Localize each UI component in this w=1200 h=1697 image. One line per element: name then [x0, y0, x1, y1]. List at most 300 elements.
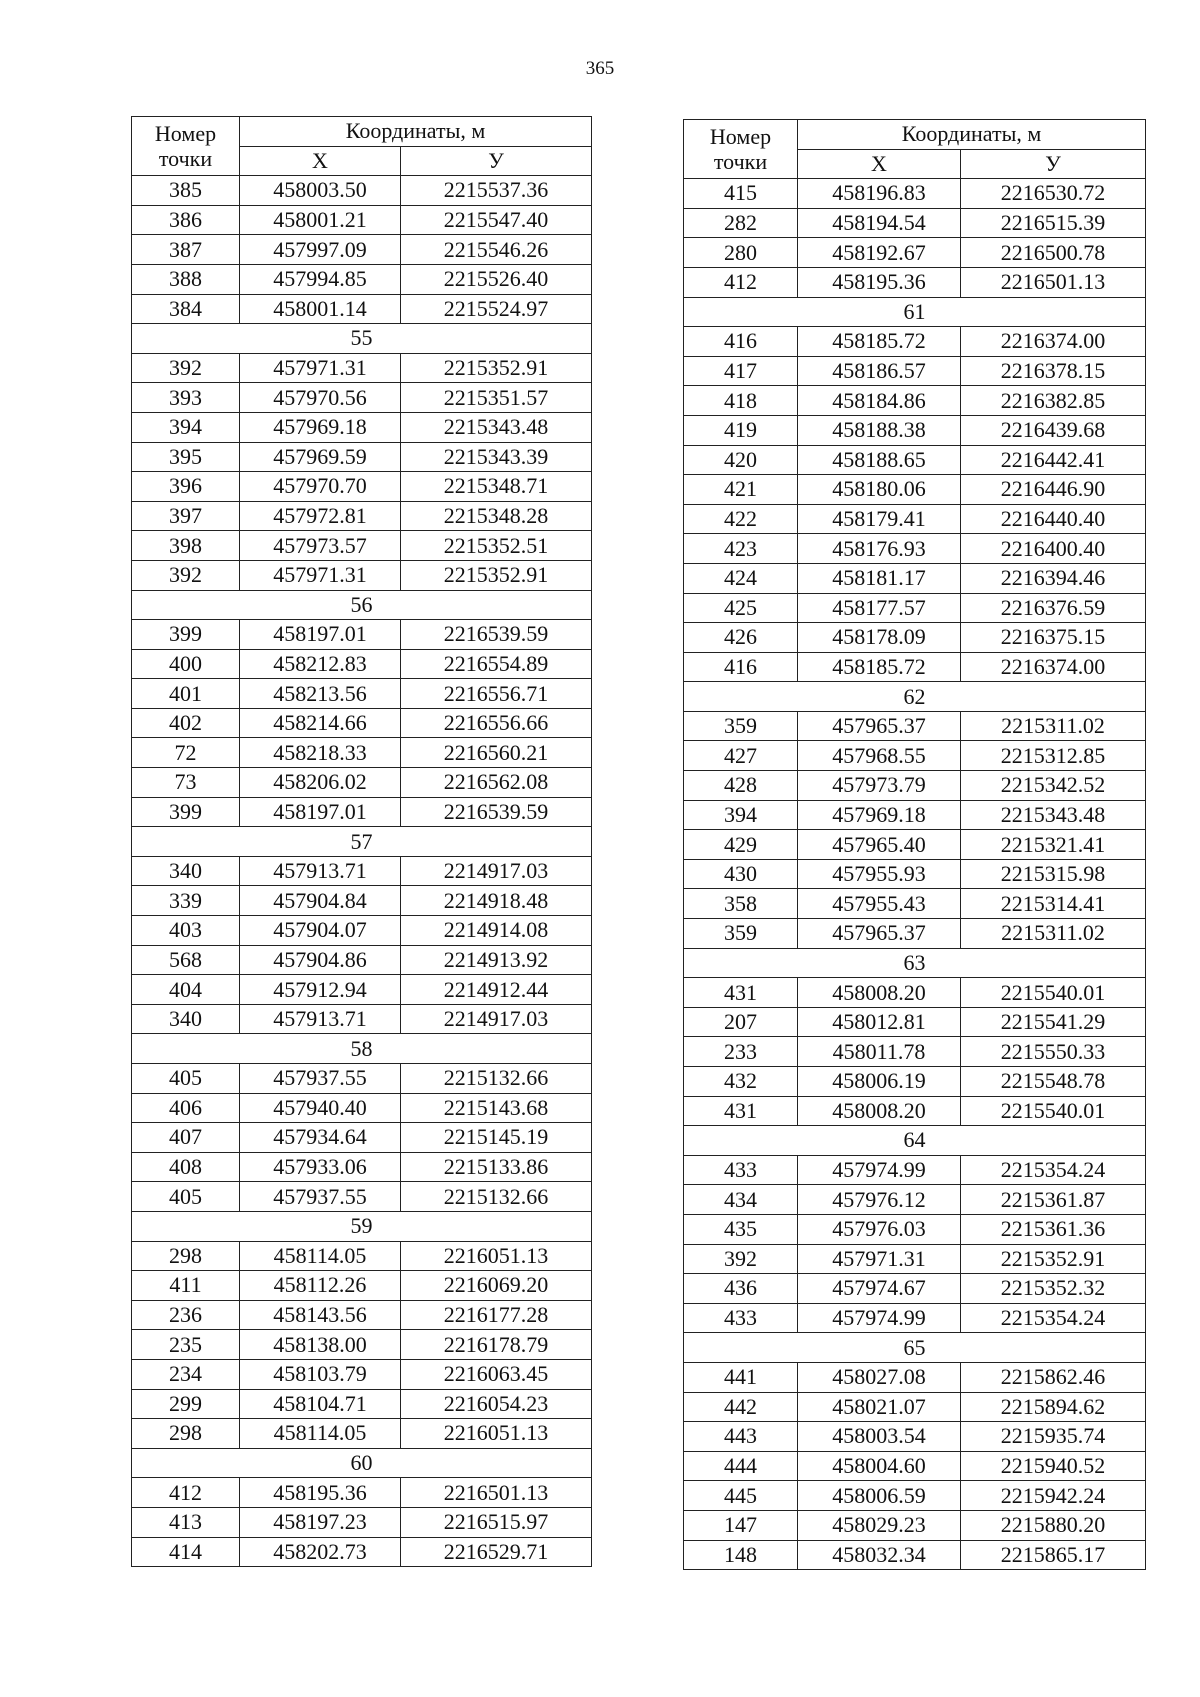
table-row	[132, 442, 592, 472]
x-coordinate-cell: 458179.41	[798, 504, 961, 534]
point-number-cell: 408	[132, 1152, 240, 1182]
y-coordinate-cell: 2216442.41	[961, 445, 1146, 475]
point-number-cell: 235	[132, 1330, 240, 1360]
point-number-cell: 73	[132, 768, 240, 798]
table-row	[132, 294, 592, 324]
x-coordinate-cell: 457965.40	[798, 830, 961, 860]
point-number-cell: 411	[132, 1271, 240, 1301]
table-row	[684, 563, 1146, 593]
table-row	[132, 1182, 592, 1212]
table-row	[132, 1537, 592, 1567]
point-number-cell: 340	[132, 856, 240, 886]
y-coordinate-cell: 2215348.28	[401, 501, 592, 531]
table-row	[684, 1303, 1146, 1333]
x-coordinate-cell: 457937.55	[240, 1182, 401, 1212]
section-row	[132, 1448, 592, 1478]
point-number-cell: 359	[684, 919, 798, 949]
section-row	[132, 324, 592, 354]
y-coordinate-cell: 2215862.46	[961, 1362, 1146, 1392]
y-coordinate-cell: 2216374.00	[961, 327, 1146, 357]
x-coordinate-cell: 458114.05	[240, 1419, 401, 1449]
y-column-header: У	[961, 149, 1146, 179]
table-row	[132, 205, 592, 235]
point-number-cell: 431	[684, 978, 798, 1008]
y-coordinate-cell: 2215311.02	[961, 919, 1146, 949]
y-coordinate-cell: 2215524.97	[401, 294, 592, 324]
point-number-cell: 359	[684, 711, 798, 741]
y-coordinate-cell: 2215880.20	[961, 1510, 1146, 1540]
section-row	[132, 590, 592, 620]
point-number-cell: 403	[132, 916, 240, 946]
y-coordinate-cell: 2214917.03	[401, 856, 592, 886]
x-coordinate-cell: 458181.17	[798, 563, 961, 593]
y-coordinate-cell: 2216374.00	[961, 652, 1146, 682]
x-coordinate-cell: 458214.66	[240, 708, 401, 738]
x-coordinate-cell: 458188.38	[798, 415, 961, 445]
table-row	[684, 534, 1146, 564]
point-number-cell: 298	[132, 1241, 240, 1271]
x-coordinate-cell: 458004.60	[798, 1451, 961, 1481]
table-row	[132, 1123, 592, 1153]
y-coordinate-cell: 2215548.78	[961, 1067, 1146, 1097]
table-row	[132, 1478, 592, 1508]
x-coordinate-cell: 458186.57	[798, 356, 961, 386]
point-number-cell: 399	[132, 620, 240, 650]
point-number-cell: 398	[132, 531, 240, 561]
point-number-cell: 394	[684, 800, 798, 830]
point-number-cell: 282	[684, 208, 798, 238]
y-coordinate-cell: 2214917.03	[401, 1004, 592, 1034]
table-row	[684, 830, 1146, 860]
table-row	[684, 445, 1146, 475]
x-coordinate-cell: 458138.00	[240, 1330, 401, 1360]
table-row	[684, 623, 1146, 653]
y-coordinate-cell: 2215351.57	[401, 383, 592, 413]
point-number-cell: 399	[132, 797, 240, 827]
y-coordinate-cell: 2215352.32	[961, 1274, 1146, 1304]
point-number-cell: 396	[132, 472, 240, 502]
x-coordinate-cell: 458206.02	[240, 768, 401, 798]
point-number-cell: 421	[684, 475, 798, 505]
x-coordinate-cell: 458003.54	[798, 1422, 961, 1452]
x-coordinate-cell: 458027.08	[798, 1362, 961, 1392]
table-row	[684, 208, 1146, 238]
table-row	[684, 1214, 1146, 1244]
y-coordinate-cell: 2215537.36	[401, 176, 592, 206]
y-coordinate-cell: 2216063.45	[401, 1359, 592, 1389]
y-coordinate-cell: 2215312.85	[961, 741, 1146, 771]
x-coordinate-cell: 457912.94	[240, 975, 401, 1005]
point-number-cell: 412	[132, 1478, 240, 1508]
x-coordinate-cell: 457913.71	[240, 1004, 401, 1034]
table-row	[684, 652, 1146, 682]
point-number-header: Номер точки	[684, 120, 798, 179]
y-coordinate-cell: 2215315.98	[961, 859, 1146, 889]
point-number-cell: 435	[684, 1214, 798, 1244]
y-coordinate-cell: 2216069.20	[401, 1271, 592, 1301]
table-row	[684, 1274, 1146, 1304]
y-coordinate-cell: 2215311.02	[961, 711, 1146, 741]
x-coordinate-cell: 457973.79	[798, 771, 961, 801]
table-row	[132, 1330, 592, 1360]
y-coordinate-cell: 2215865.17	[961, 1540, 1146, 1570]
point-number-cell: 280	[684, 238, 798, 268]
y-coordinate-cell: 2215342.52	[961, 771, 1146, 801]
table-row	[684, 889, 1146, 919]
point-number-cell: 400	[132, 649, 240, 679]
table-row	[132, 1300, 592, 1330]
table-row	[684, 1392, 1146, 1422]
coordinates-table-right	[683, 119, 1146, 1570]
table-row	[132, 501, 592, 531]
table-row	[132, 1359, 592, 1389]
point-number-cell: 444	[684, 1451, 798, 1481]
x-coordinate-cell: 457971.31	[798, 1244, 961, 1274]
y-coordinate-cell: 2214912.44	[401, 975, 592, 1005]
table-row	[684, 978, 1146, 1008]
table-row	[684, 1067, 1146, 1097]
x-coordinate-cell: 458212.83	[240, 649, 401, 679]
y-coordinate-cell: 2216529.71	[401, 1537, 592, 1567]
y-coordinate-cell: 2216400.40	[961, 534, 1146, 564]
y-coordinate-cell: 2215546.26	[401, 235, 592, 265]
section-number: 55	[132, 324, 592, 354]
table-row	[684, 1510, 1146, 1540]
x-coordinate-cell: 458197.23	[240, 1507, 401, 1537]
y-coordinate-cell: 2216562.08	[401, 768, 592, 798]
x-coordinate-cell: 457973.57	[240, 531, 401, 561]
point-number-cell: 394	[132, 412, 240, 442]
point-number-cell: 392	[132, 353, 240, 383]
y-coordinate-cell: 2214913.92	[401, 945, 592, 975]
table-row	[132, 235, 592, 265]
point-number-cell: 431	[684, 1096, 798, 1126]
section-row	[684, 297, 1146, 327]
y-coordinate-cell: 2216178.79	[401, 1330, 592, 1360]
point-number-cell: 433	[684, 1303, 798, 1333]
y-coordinate-cell: 2216530.72	[961, 179, 1146, 209]
table-row	[684, 415, 1146, 445]
table-row	[684, 327, 1146, 357]
section-number: 63	[684, 948, 1146, 978]
point-number-cell: 407	[132, 1123, 240, 1153]
x-coordinate-cell: 458003.50	[240, 176, 401, 206]
section-number: 60	[132, 1448, 592, 1478]
point-number-cell: 234	[132, 1359, 240, 1389]
table-row	[684, 1244, 1146, 1274]
table-row	[132, 679, 592, 709]
table-row	[684, 504, 1146, 534]
y-coordinate-cell: 2215132.66	[401, 1064, 592, 1094]
section-row	[132, 1211, 592, 1241]
table-row	[132, 560, 592, 590]
table-row	[132, 264, 592, 294]
y-coordinate-cell: 2216394.46	[961, 563, 1146, 593]
y-coordinate-cell: 2215354.24	[961, 1303, 1146, 1333]
table-row	[132, 383, 592, 413]
x-coordinate-cell: 457904.86	[240, 945, 401, 975]
point-number-cell: 427	[684, 741, 798, 771]
x-coordinate-cell: 457955.43	[798, 889, 961, 919]
x-coordinate-cell: 457965.37	[798, 711, 961, 741]
point-number-cell: 233	[684, 1037, 798, 1067]
point-number-cell: 395	[132, 442, 240, 472]
point-number-cell: 386	[132, 205, 240, 235]
table-row	[684, 859, 1146, 889]
point-number-cell: 339	[132, 886, 240, 916]
x-coordinate-cell: 458197.01	[240, 620, 401, 650]
y-coordinate-cell: 2215321.41	[961, 830, 1146, 860]
y-coordinate-cell: 2215547.40	[401, 205, 592, 235]
y-coordinate-cell: 2215343.48	[961, 800, 1146, 830]
table-row	[132, 649, 592, 679]
table-row	[132, 738, 592, 768]
y-coordinate-cell: 2216051.13	[401, 1241, 592, 1271]
table-row	[684, 1007, 1146, 1037]
section-number: 56	[132, 590, 592, 620]
point-number-cell: 236	[132, 1300, 240, 1330]
table-row	[684, 1185, 1146, 1215]
y-coordinate-cell: 2214918.48	[401, 886, 592, 916]
point-number-header: Номер точки	[132, 117, 240, 176]
x-coordinate-cell: 458218.33	[240, 738, 401, 768]
x-coordinate-cell: 458006.59	[798, 1481, 961, 1511]
y-coordinate-cell: 2215145.19	[401, 1123, 592, 1153]
table-row	[132, 708, 592, 738]
x-coordinate-cell: 457974.99	[798, 1303, 961, 1333]
point-number-cell: 419	[684, 415, 798, 445]
y-coordinate-cell: 2215526.40	[401, 264, 592, 294]
x-coordinate-cell: 457913.71	[240, 856, 401, 886]
x-coordinate-cell: 458178.09	[798, 623, 961, 653]
y-coordinate-cell: 2215352.91	[401, 560, 592, 590]
x-coordinate-cell: 458180.06	[798, 475, 961, 505]
section-number: 61	[684, 297, 1146, 327]
table-row	[132, 945, 592, 975]
table-row	[132, 1064, 592, 1094]
section-number: 57	[132, 827, 592, 857]
y-coordinate-cell: 2215361.87	[961, 1185, 1146, 1215]
y-coordinate-cell: 2216376.59	[961, 593, 1146, 623]
x-coordinate-cell: 457968.55	[798, 741, 961, 771]
point-number-cell: 405	[132, 1182, 240, 1212]
table-row	[684, 1481, 1146, 1511]
table-row	[684, 593, 1146, 623]
y-coordinate-cell: 2216539.59	[401, 620, 592, 650]
x-coordinate-cell: 458021.07	[798, 1392, 961, 1422]
point-number-cell: 412	[684, 267, 798, 297]
y-coordinate-cell: 2216439.68	[961, 415, 1146, 445]
table-row	[132, 797, 592, 827]
x-coordinate-cell: 458185.72	[798, 327, 961, 357]
table-row	[684, 919, 1146, 949]
table-row	[684, 179, 1146, 209]
section-row	[132, 827, 592, 857]
point-number-cell: 417	[684, 356, 798, 386]
point-number-cell: 299	[132, 1389, 240, 1419]
table-row	[132, 176, 592, 206]
table-row	[132, 1152, 592, 1182]
table-row	[132, 975, 592, 1005]
table-row	[684, 1096, 1146, 1126]
y-coordinate-cell: 2216515.39	[961, 208, 1146, 238]
y-coordinate-cell: 2216382.85	[961, 386, 1146, 416]
point-number-cell: 416	[684, 327, 798, 357]
table-row	[132, 1389, 592, 1419]
table-row	[132, 1093, 592, 1123]
point-number-cell: 434	[684, 1185, 798, 1215]
table-row	[684, 238, 1146, 268]
table-row	[684, 1451, 1146, 1481]
x-coordinate-cell: 457997.09	[240, 235, 401, 265]
point-number-cell: 426	[684, 623, 798, 653]
y-coordinate-cell: 2215133.86	[401, 1152, 592, 1182]
point-number-cell: 432	[684, 1067, 798, 1097]
x-coordinate-cell: 457970.56	[240, 383, 401, 413]
y-coordinate-cell: 2216177.28	[401, 1300, 592, 1330]
y-coordinate-cell: 2215352.91	[961, 1244, 1146, 1274]
x-coordinate-cell: 458032.34	[798, 1540, 961, 1570]
point-number-cell: 425	[684, 593, 798, 623]
point-number-cell: 405	[132, 1064, 240, 1094]
point-number-cell: 358	[684, 889, 798, 919]
point-number-cell: 388	[132, 264, 240, 294]
table-row	[132, 531, 592, 561]
x-coordinate-cell: 457976.03	[798, 1214, 961, 1244]
point-number-cell: 442	[684, 1392, 798, 1422]
point-number-cell: 387	[132, 235, 240, 265]
x-coordinate-cell: 458104.71	[240, 1389, 401, 1419]
point-number-cell: 397	[132, 501, 240, 531]
y-coordinate-cell: 2216556.71	[401, 679, 592, 709]
x-coordinate-cell: 458177.57	[798, 593, 961, 623]
y-coordinate-cell: 2216375.15	[961, 623, 1146, 653]
section-row	[684, 1333, 1146, 1363]
x-coordinate-cell: 458011.78	[798, 1037, 961, 1067]
table-row	[132, 620, 592, 650]
point-number-cell: 416	[684, 652, 798, 682]
section-row	[132, 1034, 592, 1064]
x-coordinate-cell: 458143.56	[240, 1300, 401, 1330]
x-coordinate-cell: 458103.79	[240, 1359, 401, 1389]
y-coordinate-cell: 2215540.01	[961, 978, 1146, 1008]
point-number-cell: 422	[684, 504, 798, 534]
table-row	[684, 711, 1146, 741]
y-coordinate-cell: 2215361.36	[961, 1214, 1146, 1244]
x-coordinate-cell: 457969.18	[798, 800, 961, 830]
y-coordinate-cell: 2215143.68	[401, 1093, 592, 1123]
x-coordinate-cell: 457940.40	[240, 1093, 401, 1123]
table-row	[684, 771, 1146, 801]
x-column-header: X	[798, 149, 961, 179]
x-coordinate-cell: 458195.36	[798, 267, 961, 297]
coordinates-table-left	[131, 116, 592, 1567]
x-coordinate-cell: 458195.36	[240, 1478, 401, 1508]
y-coordinate-cell: 2216446.90	[961, 475, 1146, 505]
point-number-cell: 401	[132, 679, 240, 709]
section-number: 58	[132, 1034, 592, 1064]
y-coordinate-cell: 2216539.59	[401, 797, 592, 827]
x-coordinate-cell: 457934.64	[240, 1123, 401, 1153]
point-number-cell: 424	[684, 563, 798, 593]
point-number-cell: 147	[684, 1510, 798, 1540]
y-coordinate-cell: 2216501.13	[401, 1478, 592, 1508]
x-coordinate-cell: 458176.93	[798, 534, 961, 564]
table-row	[132, 1419, 592, 1449]
table-row	[684, 1155, 1146, 1185]
point-number-cell: 340	[132, 1004, 240, 1034]
x-coordinate-cell: 458197.01	[240, 797, 401, 827]
point-number-cell: 436	[684, 1274, 798, 1304]
point-number-cell: 441	[684, 1362, 798, 1392]
table-row	[132, 1507, 592, 1537]
y-coordinate-cell: 2216500.78	[961, 238, 1146, 268]
table-row	[684, 1037, 1146, 1067]
x-coordinate-cell: 458185.72	[798, 652, 961, 682]
y-coordinate-cell: 2215935.74	[961, 1422, 1146, 1452]
x-coordinate-cell: 458008.20	[798, 978, 961, 1008]
x-coordinate-cell: 458194.54	[798, 208, 961, 238]
x-coordinate-cell: 457969.59	[240, 442, 401, 472]
x-coordinate-cell: 458001.21	[240, 205, 401, 235]
x-coordinate-cell: 457904.84	[240, 886, 401, 916]
table-row	[684, 386, 1146, 416]
section-number: 65	[684, 1333, 1146, 1363]
page-number: 365	[585, 58, 615, 79]
x-coordinate-cell: 457965.37	[798, 919, 961, 949]
y-coordinate-cell: 2216054.23	[401, 1389, 592, 1419]
x-coordinate-cell: 457974.67	[798, 1274, 961, 1304]
point-number-cell: 384	[132, 294, 240, 324]
point-number-cell: 415	[684, 179, 798, 209]
y-coordinate-cell: 2215354.24	[961, 1155, 1146, 1185]
point-number-cell: 402	[132, 708, 240, 738]
table-row	[132, 856, 592, 886]
x-coordinate-cell: 458029.23	[798, 1510, 961, 1540]
point-number-cell: 418	[684, 386, 798, 416]
y-coordinate-cell: 2215550.33	[961, 1037, 1146, 1067]
table-row	[132, 472, 592, 502]
coordinates-header: Координаты, м	[240, 117, 592, 147]
point-number-cell: 207	[684, 1007, 798, 1037]
table-row	[132, 886, 592, 916]
section-row	[684, 948, 1146, 978]
point-number-cell: 392	[684, 1244, 798, 1274]
point-number-cell: 406	[132, 1093, 240, 1123]
y-coordinate-cell: 2216560.21	[401, 738, 592, 768]
y-coordinate-cell: 2215314.41	[961, 889, 1146, 919]
x-coordinate-cell: 458006.19	[798, 1067, 961, 1097]
x-coordinate-cell: 457955.93	[798, 859, 961, 889]
x-coordinate-cell: 458196.83	[798, 179, 961, 209]
section-row	[684, 682, 1146, 712]
point-number-cell: 298	[132, 1419, 240, 1449]
x-coordinate-cell: 458012.81	[798, 1007, 961, 1037]
y-coordinate-cell: 2215343.48	[401, 412, 592, 442]
y-coordinate-cell: 2216556.66	[401, 708, 592, 738]
table-row	[132, 412, 592, 442]
section-number: 64	[684, 1126, 1146, 1156]
table-row	[684, 356, 1146, 386]
y-coordinate-cell: 2215894.62	[961, 1392, 1146, 1422]
y-coordinate-cell: 2216515.97	[401, 1507, 592, 1537]
table-row	[132, 1271, 592, 1301]
point-number-cell: 72	[132, 738, 240, 768]
point-number-cell: 414	[132, 1537, 240, 1567]
table-row	[684, 800, 1146, 830]
point-number-cell: 392	[132, 560, 240, 590]
table-row	[684, 475, 1146, 505]
